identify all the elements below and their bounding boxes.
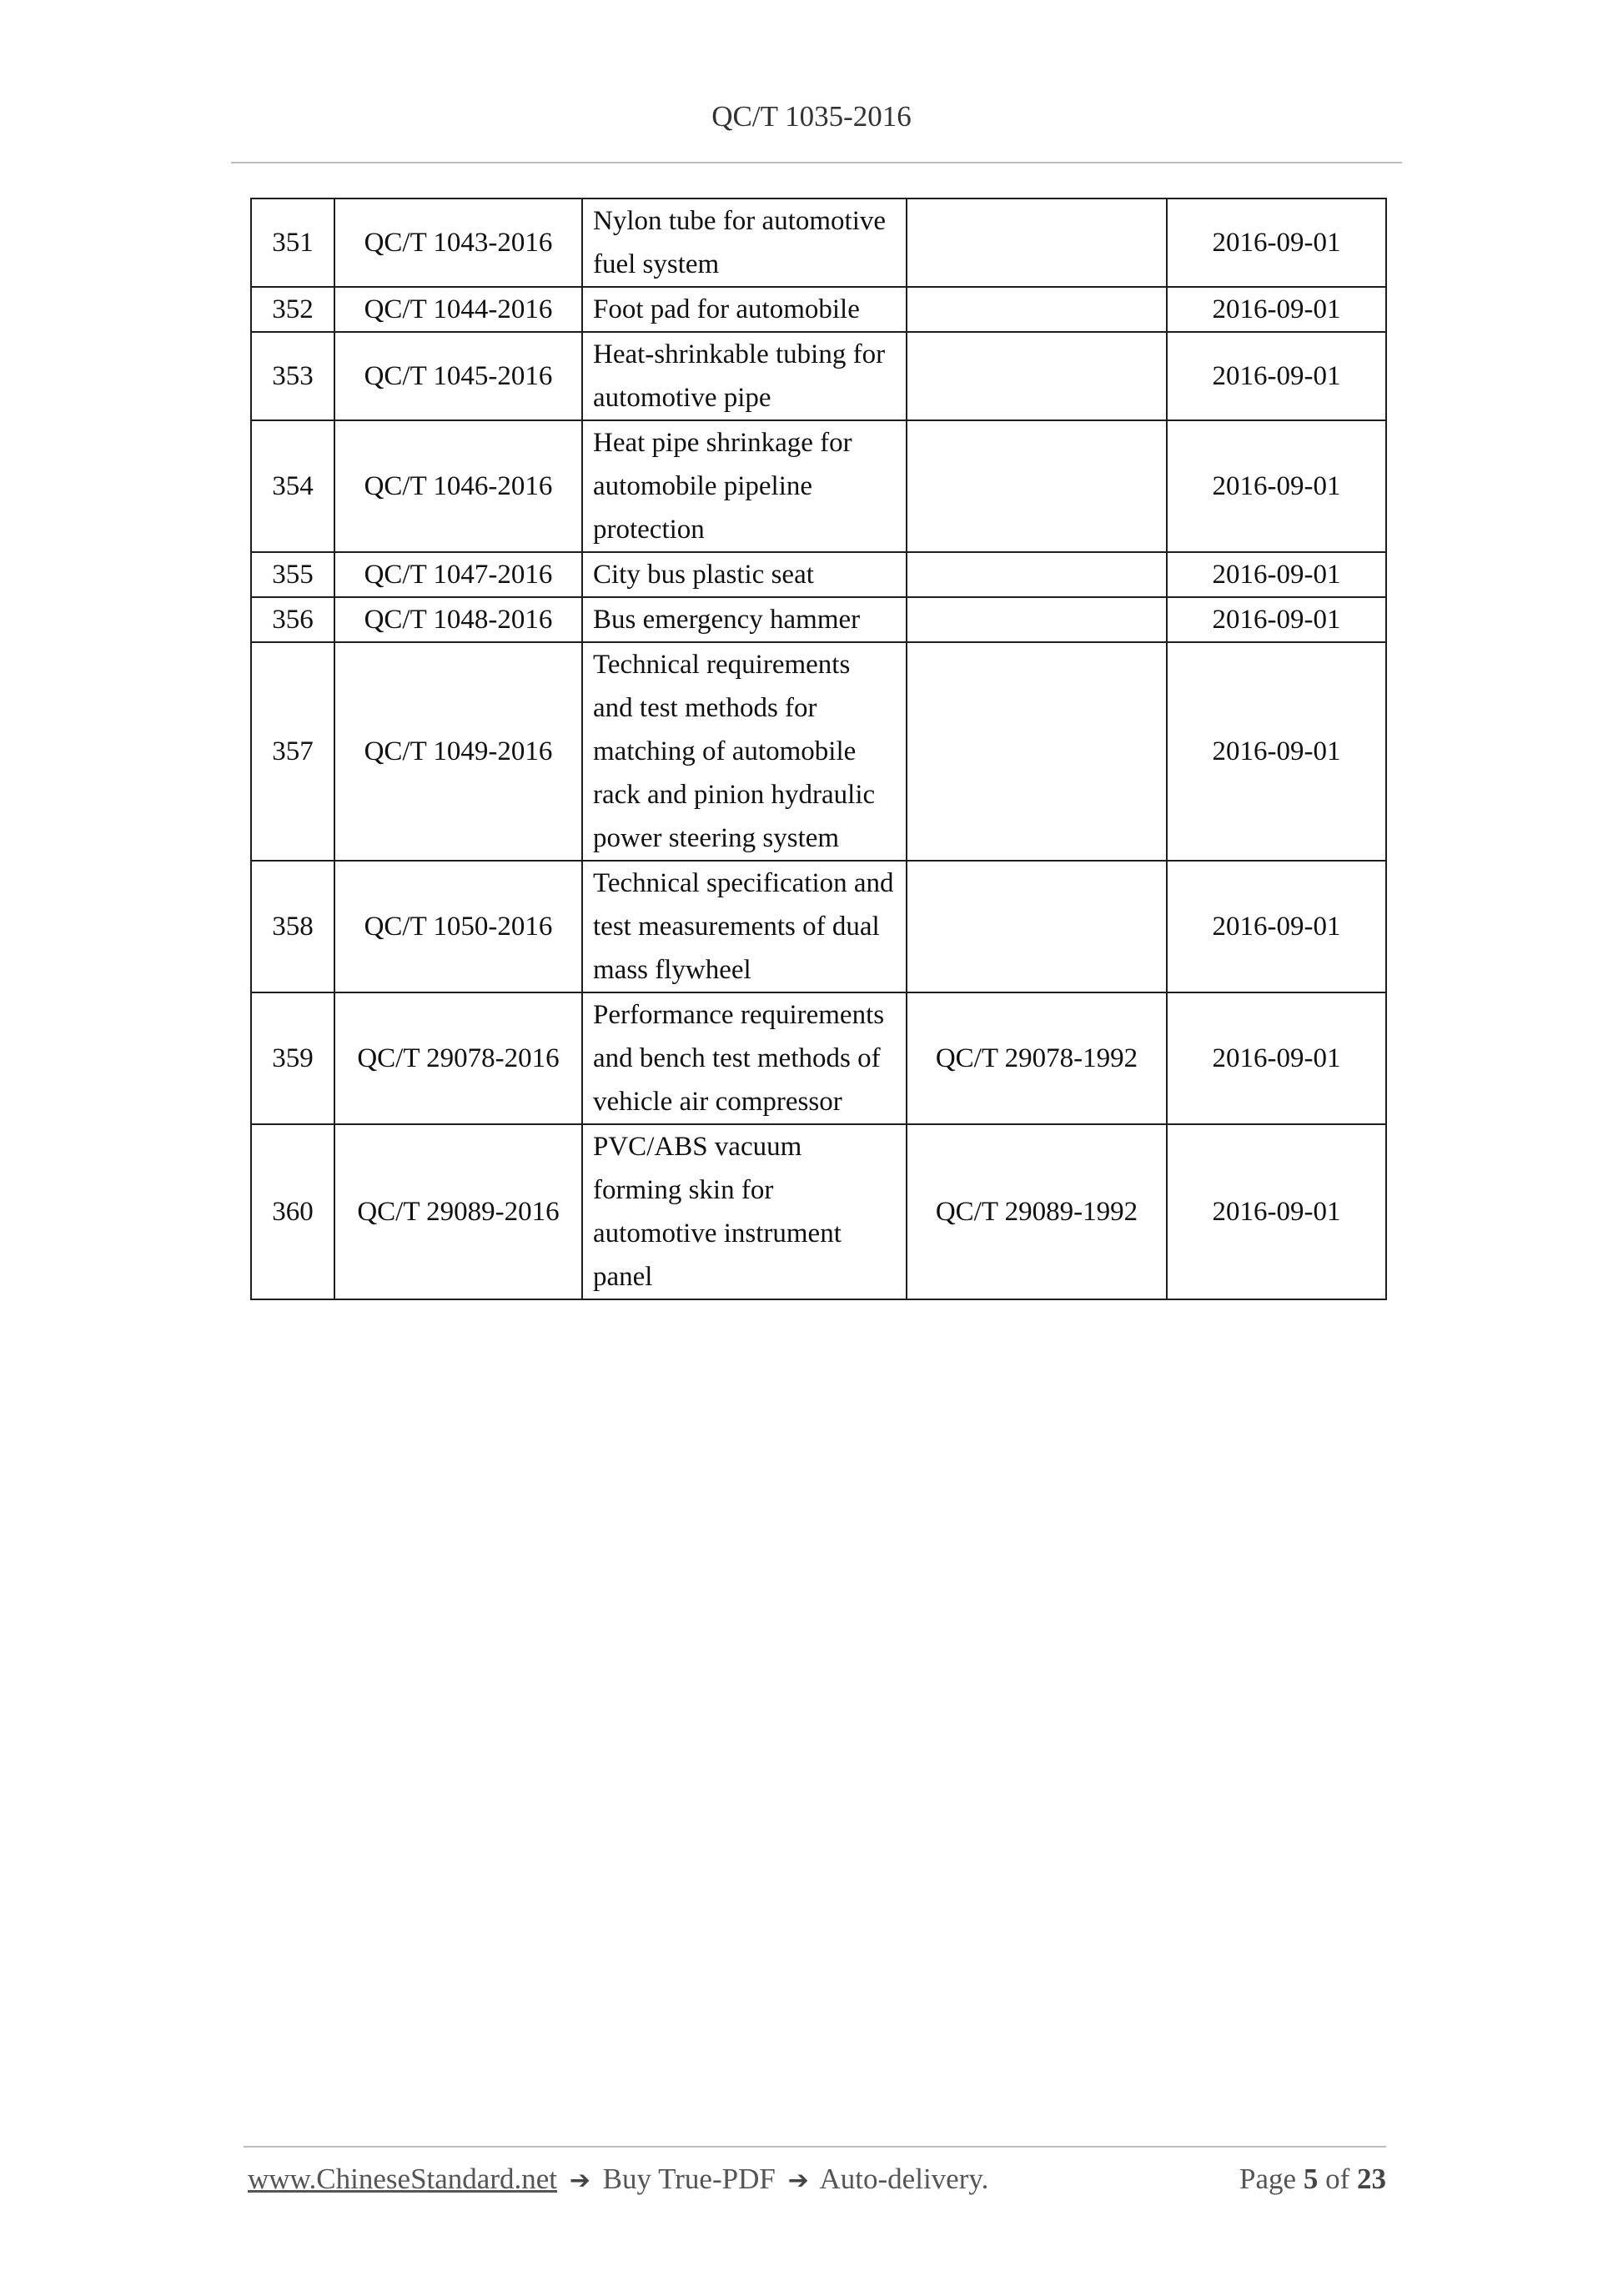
implementation-date: 2016-09-01 xyxy=(1167,992,1386,1124)
implementation-date: 2016-09-01 xyxy=(1167,420,1386,552)
standard-code: QC/T 1046-2016 xyxy=(334,420,582,552)
implementation-date: 2016-09-01 xyxy=(1167,332,1386,420)
table-row xyxy=(251,198,1386,287)
replaced-standard xyxy=(907,642,1167,861)
implementation-date: 2016-09-01 xyxy=(1167,552,1386,597)
footer-divider xyxy=(244,2146,1386,2148)
auto-delivery-text: Auto-delivery. xyxy=(819,2163,989,2195)
standards-table xyxy=(250,198,1387,1300)
page-current: 5 xyxy=(1303,2163,1319,2195)
standard-code: QC/T 29089-2016 xyxy=(334,1124,582,1299)
website-link[interactable]: www.ChineseStandard.net xyxy=(248,2163,557,2195)
implementation-date: 2016-09-01 xyxy=(1167,198,1386,287)
table-row xyxy=(251,861,1386,992)
standard-code: QC/T 1049-2016 xyxy=(334,642,582,861)
standard-title: Technical requirements and test methods for matching of automobile rack and pinion hydraulic power steering system xyxy=(582,642,907,861)
table-row xyxy=(251,552,1386,597)
page-header-title: QC/T 1035-2016 xyxy=(711,100,912,133)
table-row xyxy=(251,332,1386,420)
standard-code: QC/T 1050-2016 xyxy=(334,861,582,992)
table-row xyxy=(251,287,1386,332)
row-number: 359 xyxy=(251,992,334,1124)
replaced-standard xyxy=(907,420,1167,552)
table-row xyxy=(251,420,1386,552)
implementation-date: 2016-09-01 xyxy=(1167,597,1386,642)
row-number: 356 xyxy=(251,597,334,642)
buy-true-pdf-text: Buy True-PDF xyxy=(602,2163,776,2195)
standard-code: QC/T 29078-2016 xyxy=(334,992,582,1124)
row-number: 355 xyxy=(251,552,334,597)
row-number: 357 xyxy=(251,642,334,861)
table-row xyxy=(251,992,1386,1124)
implementation-date: 2016-09-01 xyxy=(1167,861,1386,992)
page-total: 23 xyxy=(1357,2163,1386,2195)
row-number: 352 xyxy=(251,287,334,332)
standard-title: Nylon tube for automotive fuel system xyxy=(582,198,907,287)
standard-title: Technical specification and test measurements of dual mass flywheel xyxy=(582,861,907,992)
table-row xyxy=(251,642,1386,861)
replaced-standard xyxy=(907,597,1167,642)
standard-code: QC/T 1043-2016 xyxy=(334,198,582,287)
standard-title: PVC/ABS vacuum forming skin for automotive instrument panel xyxy=(582,1124,907,1299)
standard-title: Foot pad for automobile xyxy=(582,287,907,332)
replaced-standard xyxy=(907,552,1167,597)
replaced-standard xyxy=(907,287,1167,332)
arrow-right-icon: ➔ xyxy=(787,2166,809,2195)
replaced-standard: QC/T 29078-1992 xyxy=(907,992,1167,1124)
standard-title: City bus plastic seat xyxy=(582,552,907,597)
implementation-date: 2016-09-01 xyxy=(1167,287,1386,332)
standard-title: Performance requirements and bench test methods of vehicle air compressor xyxy=(582,992,907,1124)
row-number: 358 xyxy=(251,861,334,992)
standard-title: Heat pipe shrinkage for automobile pipeline protection xyxy=(582,420,907,552)
standard-code: QC/T 1048-2016 xyxy=(334,597,582,642)
replaced-standard xyxy=(907,332,1167,420)
implementation-date: 2016-09-01 xyxy=(1167,642,1386,861)
header-divider xyxy=(231,162,1402,163)
row-number: 360 xyxy=(251,1124,334,1299)
table-row xyxy=(251,1124,1386,1299)
replaced-standard xyxy=(907,198,1167,287)
footer-links xyxy=(248,2163,988,2196)
standard-code: QC/T 1045-2016 xyxy=(334,332,582,420)
replaced-standard xyxy=(907,861,1167,992)
implementation-date: 2016-09-01 xyxy=(1167,1124,1386,1299)
arrow-right-icon: ➔ xyxy=(569,2166,590,2195)
row-number: 351 xyxy=(251,198,334,287)
row-number: 354 xyxy=(251,420,334,552)
table-row xyxy=(251,597,1386,642)
replaced-standard: QC/T 29089-1992 xyxy=(907,1124,1167,1299)
row-number: 353 xyxy=(251,332,334,420)
page-label: Page xyxy=(1239,2163,1297,2195)
standard-code: QC/T 1044-2016 xyxy=(334,287,582,332)
page-number xyxy=(1239,2163,1386,2196)
standard-title: Bus emergency hammer xyxy=(582,597,907,642)
standard-code: QC/T 1047-2016 xyxy=(334,552,582,597)
standard-title: Heat-shrinkable tubing for automotive pipe xyxy=(582,332,907,420)
page-of-label: of xyxy=(1325,2163,1350,2195)
